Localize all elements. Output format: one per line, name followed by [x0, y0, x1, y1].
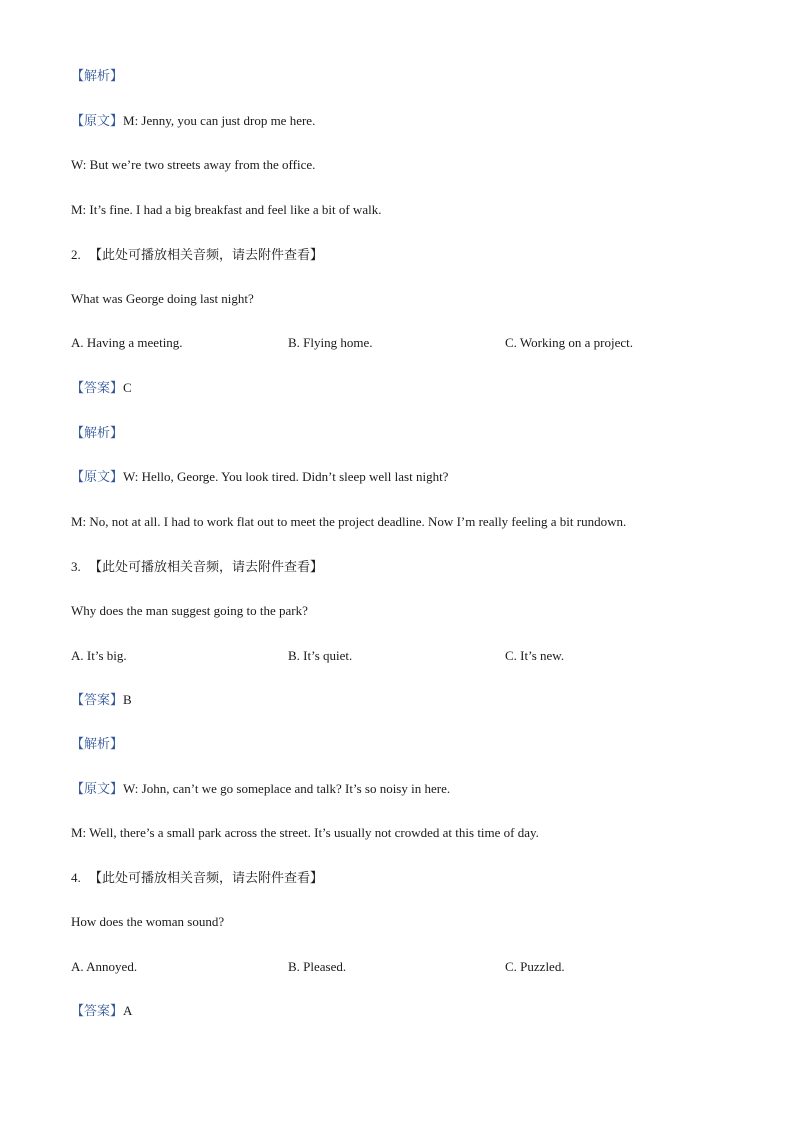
dialogue-text: W: John, can’t we go someplace and talk? It’s so noisy in here. [123, 781, 451, 796]
option-a: A. It’s big. [71, 648, 127, 663]
analysis-heading-1 [71, 67, 123, 86]
option-c: C. Working on a project. [505, 335, 633, 350]
audio-note: 【此处可播放相关音频，请去附件查看】 [89, 871, 324, 886]
answer-label: 【答案】 [71, 381, 124, 396]
analysis-heading-2 [71, 424, 123, 443]
question-number: 2. [71, 247, 81, 262]
option-b: B. Flying home. [288, 335, 373, 350]
answer-value: B [123, 692, 132, 707]
option-a: A. Annoyed. [71, 959, 138, 974]
option-b: B. Pleased. [288, 959, 347, 974]
dialogue-line: W: But we’re two streets away from the office. [71, 157, 316, 172]
dialogue-line: M: It’s fine. I had a big breakfast and feel like a bit of walk. [71, 202, 382, 217]
answer-line-2 [71, 379, 132, 398]
analysis-label: 【解析】 [71, 69, 124, 84]
answer-label: 【答案】 [71, 1004, 124, 1019]
dialogue-text: M: Jenny, you can just drop me here. [123, 113, 316, 128]
original-label: 【原文】 [71, 782, 124, 797]
original-label: 【原文】 [71, 470, 124, 485]
option-c: C. It’s new. [505, 648, 565, 663]
original-text-line [71, 780, 450, 799]
answer-label: 【答案】 [71, 693, 124, 708]
question-prompt-4: How does the woman sound? [71, 914, 225, 929]
original-text-line [71, 112, 315, 131]
answer-value: C [123, 380, 132, 395]
audio-note: 【此处可播放相关音频，请去附件查看】 [89, 560, 324, 575]
audio-note: 【此处可播放相关音频，请去附件查看】 [89, 248, 324, 263]
answer-line-3 [71, 691, 132, 710]
dialogue-line: M: Well, there’s a small park across the street. It’s usually not crowded at this time of day. [71, 825, 539, 840]
question-header-4 [71, 869, 323, 888]
analysis-heading-3 [71, 735, 123, 754]
dialogue-text: W: Hello, George. You look tired. Didn’t sleep well last night? [123, 469, 449, 484]
analysis-label: 【解析】 [71, 737, 124, 752]
answer-line-4 [71, 1002, 132, 1021]
original-text-line [71, 468, 448, 487]
option-c: C. Puzzled. [505, 959, 565, 974]
option-b: B. It’s quiet. [288, 648, 353, 663]
question-prompt-2: What was George doing last night? [71, 291, 254, 306]
question-number: 3. [71, 559, 81, 574]
option-a: A. Having a meeting. [71, 335, 183, 350]
question-prompt-3: Why does the man suggest going to the park? [71, 603, 308, 618]
original-label: 【原文】 [71, 114, 124, 129]
question-header-3 [71, 558, 323, 577]
analysis-label: 【解析】 [71, 426, 124, 441]
question-number: 4. [71, 870, 81, 885]
question-header-2 [71, 246, 323, 265]
answer-value: A [123, 1003, 133, 1018]
dialogue-line: M: No, not at all. I had to work flat out to meet the project deadline. Now I’m really feeling a bit rundown. [71, 514, 627, 529]
